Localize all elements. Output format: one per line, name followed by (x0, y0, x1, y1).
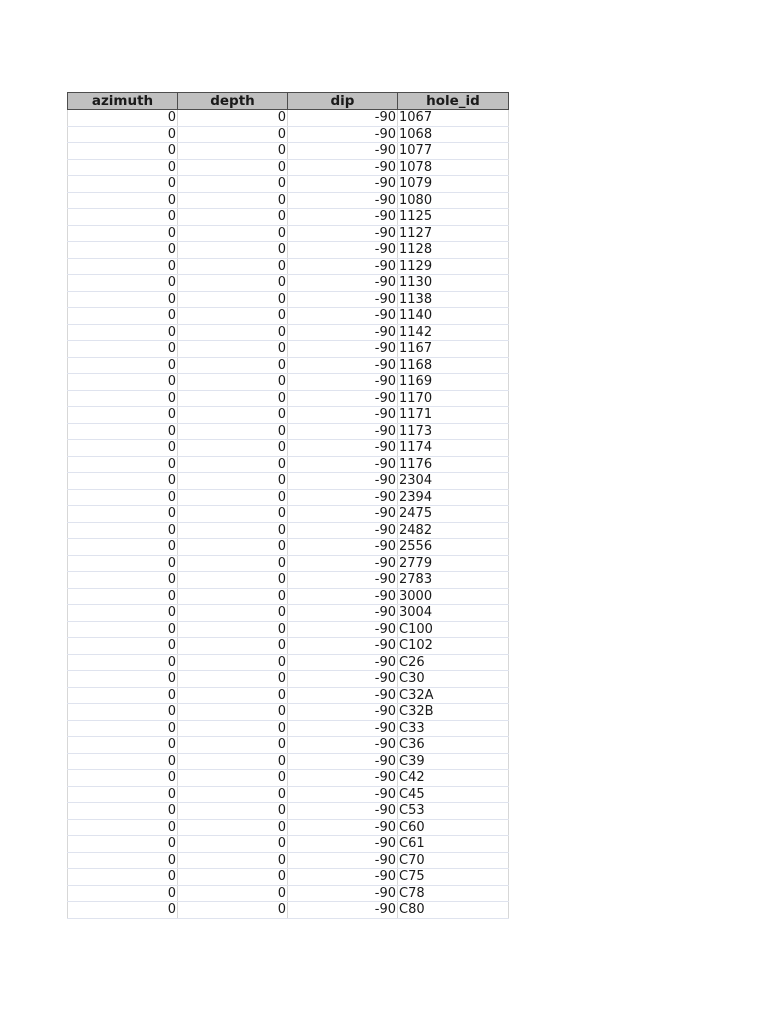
table-row (68, 852, 509, 869)
depth-cell[interactable]: 0 (178, 308, 288, 325)
hole-id-cell[interactable]: 2394 (398, 489, 509, 506)
dip-cell[interactable]: -90 (288, 341, 398, 358)
dip-cell[interactable]: -90 (288, 720, 398, 737)
table-row (68, 555, 509, 572)
dip-cell[interactable]: -90 (288, 770, 398, 787)
dip-cell[interactable]: -90 (288, 506, 398, 523)
depth-cell[interactable]: 0 (178, 176, 288, 193)
depth-cell[interactable]: 0 (178, 324, 288, 341)
azimuth-cell[interactable]: 0 (68, 440, 178, 457)
hole-id-cell[interactable]: 1125 (398, 209, 509, 226)
depth-cell[interactable]: 0 (178, 885, 288, 902)
depth-cell[interactable]: 0 (178, 522, 288, 539)
dip-cell[interactable]: -90 (288, 885, 398, 902)
azimuth-cell[interactable]: 0 (68, 621, 178, 638)
table-row (68, 440, 509, 457)
table-row (68, 803, 509, 820)
hole-id-cell[interactable]: 1130 (398, 275, 509, 292)
azimuth-cell[interactable]: 0 (68, 374, 178, 391)
table-row (68, 588, 509, 605)
table-row (68, 242, 509, 259)
azimuth-cell[interactable]: 0 (68, 357, 178, 374)
table-row (68, 869, 509, 886)
table-row (68, 225, 509, 242)
table-row (68, 786, 509, 803)
azimuth-cell[interactable]: 0 (68, 423, 178, 440)
hole-id-cell[interactable]: C36 (398, 737, 509, 754)
table-row (68, 539, 509, 556)
depth-cell[interactable]: 0 (178, 489, 288, 506)
depth-cell[interactable]: 0 (178, 555, 288, 572)
table-row (68, 819, 509, 836)
table-row (68, 704, 509, 721)
dip-cell[interactable]: -90 (288, 473, 398, 490)
hole-id-cell[interactable]: 1079 (398, 176, 509, 193)
table-row (68, 621, 509, 638)
azimuth-cell[interactable]: 0 (68, 506, 178, 523)
depth-cell[interactable]: 0 (178, 869, 288, 886)
depth-cell[interactable]: 0 (178, 704, 288, 721)
azimuth-cell[interactable]: 0 (68, 275, 178, 292)
table-row (68, 258, 509, 275)
dip-cell[interactable]: -90 (288, 819, 398, 836)
hole-id-cell[interactable]: 2779 (398, 555, 509, 572)
depth-cell[interactable]: 0 (178, 572, 288, 589)
hole-id-cell[interactable]: 1138 (398, 291, 509, 308)
table-row (68, 110, 509, 127)
depth-cell[interactable]: 0 (178, 258, 288, 275)
azimuth-cell[interactable]: 0 (68, 654, 178, 671)
dip-cell[interactable]: -90 (288, 902, 398, 919)
hole-id-cell[interactable]: 1170 (398, 390, 509, 407)
hole-id-cell[interactable]: 1174 (398, 440, 509, 457)
azimuth-cell[interactable]: 0 (68, 885, 178, 902)
table-row (68, 390, 509, 407)
depth-cell[interactable]: 0 (178, 225, 288, 242)
hole-id-cell[interactable]: C61 (398, 836, 509, 853)
depth-cell[interactable]: 0 (178, 588, 288, 605)
depth-cell[interactable]: 0 (178, 357, 288, 374)
hole-id-cell[interactable]: 1068 (398, 126, 509, 143)
dip-cell[interactable]: -90 (288, 737, 398, 754)
azimuth-cell[interactable]: 0 (68, 753, 178, 770)
depth-cell[interactable]: 0 (178, 291, 288, 308)
azimuth-cell[interactable]: 0 (68, 126, 178, 143)
dip-cell[interactable]: -90 (288, 291, 398, 308)
dip-cell[interactable]: -90 (288, 638, 398, 655)
table-row (68, 473, 509, 490)
hole-id-cell[interactable]: C80 (398, 902, 509, 919)
table-row (68, 324, 509, 341)
depth-cell[interactable]: 0 (178, 621, 288, 638)
dip-cell[interactable]: -90 (288, 456, 398, 473)
table-row (68, 341, 509, 358)
column-header-hole-id[interactable]: hole_id (398, 93, 509, 110)
table-row (68, 902, 509, 919)
column-header-azimuth[interactable]: azimuth (68, 93, 178, 110)
depth-cell[interactable]: 0 (178, 753, 288, 770)
azimuth-cell[interactable]: 0 (68, 324, 178, 341)
azimuth-cell[interactable]: 0 (68, 225, 178, 242)
depth-cell[interactable]: 0 (178, 407, 288, 424)
depth-cell[interactable]: 0 (178, 654, 288, 671)
hole-id-cell[interactable]: 1080 (398, 192, 509, 209)
depth-cell[interactable]: 0 (178, 110, 288, 127)
dip-cell[interactable]: -90 (288, 126, 398, 143)
azimuth-cell[interactable]: 0 (68, 407, 178, 424)
depth-cell[interactable]: 0 (178, 126, 288, 143)
table-row (68, 836, 509, 853)
depth-cell[interactable]: 0 (178, 737, 288, 754)
table-row (68, 291, 509, 308)
dip-cell[interactable]: -90 (288, 671, 398, 688)
azimuth-cell[interactable]: 0 (68, 390, 178, 407)
hole-id-cell[interactable]: 1142 (398, 324, 509, 341)
hole-id-cell[interactable]: C30 (398, 671, 509, 688)
hole-id-cell[interactable]: 1171 (398, 407, 509, 424)
table-row (68, 572, 509, 589)
dip-cell[interactable]: -90 (288, 852, 398, 869)
hole-id-cell[interactable]: 2783 (398, 572, 509, 589)
dip-cell[interactable]: -90 (288, 654, 398, 671)
hole-id-cell[interactable]: C32A (398, 687, 509, 704)
hole-id-cell[interactable]: 3000 (398, 588, 509, 605)
depth-cell[interactable]: 0 (178, 506, 288, 523)
table-body (68, 110, 509, 919)
hole-id-cell[interactable]: C70 (398, 852, 509, 869)
depth-cell[interactable]: 0 (178, 605, 288, 622)
dip-cell[interactable]: -90 (288, 374, 398, 391)
hole-id-cell[interactable]: C100 (398, 621, 509, 638)
table-row (68, 275, 509, 292)
hole-id-cell[interactable]: 1169 (398, 374, 509, 391)
depth-cell[interactable]: 0 (178, 209, 288, 226)
dip-cell[interactable]: -90 (288, 621, 398, 638)
depth-cell[interactable]: 0 (178, 192, 288, 209)
azimuth-cell[interactable]: 0 (68, 473, 178, 490)
dip-cell[interactable]: -90 (288, 522, 398, 539)
depth-cell[interactable]: 0 (178, 786, 288, 803)
table-row (68, 753, 509, 770)
dip-cell[interactable]: -90 (288, 407, 398, 424)
table-row (68, 126, 509, 143)
dip-cell[interactable]: -90 (288, 159, 398, 176)
azimuth-cell[interactable]: 0 (68, 902, 178, 919)
hole-id-cell[interactable]: C32B (398, 704, 509, 721)
azimuth-cell[interactable]: 0 (68, 555, 178, 572)
table-row (68, 885, 509, 902)
azimuth-cell[interactable]: 0 (68, 605, 178, 622)
depth-cell[interactable]: 0 (178, 423, 288, 440)
hole-id-cell[interactable]: 1140 (398, 308, 509, 325)
dip-cell[interactable]: -90 (288, 572, 398, 589)
table-row (68, 374, 509, 391)
depth-cell[interactable]: 0 (178, 687, 288, 704)
azimuth-cell[interactable]: 0 (68, 242, 178, 259)
dip-cell[interactable]: -90 (288, 176, 398, 193)
depth-cell[interactable]: 0 (178, 902, 288, 919)
hole-id-cell[interactable]: 1168 (398, 357, 509, 374)
depth-cell[interactable]: 0 (178, 638, 288, 655)
depth-cell[interactable]: 0 (178, 440, 288, 457)
depth-cell[interactable]: 0 (178, 852, 288, 869)
hole-id-cell[interactable]: 1173 (398, 423, 509, 440)
hole-id-cell[interactable]: 1176 (398, 456, 509, 473)
azimuth-cell[interactable]: 0 (68, 786, 178, 803)
hole-id-cell[interactable]: C102 (398, 638, 509, 655)
depth-cell[interactable]: 0 (178, 671, 288, 688)
depth-cell[interactable]: 0 (178, 836, 288, 853)
hole-id-cell[interactable]: 2304 (398, 473, 509, 490)
dip-cell[interactable]: -90 (288, 539, 398, 556)
depth-cell[interactable]: 0 (178, 159, 288, 176)
table-row (68, 522, 509, 539)
hole-id-cell[interactable]: 1128 (398, 242, 509, 259)
dip-cell[interactable]: -90 (288, 357, 398, 374)
hole-id-cell[interactable]: C75 (398, 869, 509, 886)
dip-cell[interactable]: -90 (288, 209, 398, 226)
azimuth-cell[interactable]: 0 (68, 803, 178, 820)
azimuth-cell[interactable]: 0 (68, 456, 178, 473)
table-row (68, 687, 509, 704)
azimuth-cell[interactable]: 0 (68, 159, 178, 176)
table-row (68, 407, 509, 424)
dip-cell[interactable]: -90 (288, 588, 398, 605)
hole-id-cell[interactable]: 1067 (398, 110, 509, 127)
table-row (68, 770, 509, 787)
table-row (68, 308, 509, 325)
azimuth-cell[interactable]: 0 (68, 819, 178, 836)
dip-cell[interactable]: -90 (288, 423, 398, 440)
azimuth-cell[interactable]: 0 (68, 291, 178, 308)
azimuth-cell[interactable]: 0 (68, 869, 178, 886)
depth-cell[interactable]: 0 (178, 819, 288, 836)
azimuth-cell[interactable]: 0 (68, 522, 178, 539)
header-row (68, 93, 509, 110)
azimuth-cell[interactable]: 0 (68, 588, 178, 605)
table-row (68, 720, 509, 737)
table-row (68, 192, 509, 209)
azimuth-cell[interactable]: 0 (68, 638, 178, 655)
hole-id-cell[interactable]: C53 (398, 803, 509, 820)
table-row (68, 159, 509, 176)
depth-cell[interactable]: 0 (178, 275, 288, 292)
azimuth-cell[interactable]: 0 (68, 110, 178, 127)
hole-id-cell[interactable]: 1077 (398, 143, 509, 160)
depth-cell[interactable]: 0 (178, 720, 288, 737)
table-row (68, 506, 509, 523)
dip-cell[interactable]: -90 (288, 258, 398, 275)
table-row (68, 176, 509, 193)
hole-id-cell[interactable]: C33 (398, 720, 509, 737)
table-row (68, 143, 509, 160)
azimuth-cell[interactable]: 0 (68, 836, 178, 853)
depth-cell[interactable]: 0 (178, 803, 288, 820)
hole-id-cell[interactable]: 3004 (398, 605, 509, 622)
azimuth-cell[interactable]: 0 (68, 704, 178, 721)
hole-id-cell[interactable]: C42 (398, 770, 509, 787)
azimuth-cell[interactable]: 0 (68, 258, 178, 275)
azimuth-cell[interactable]: 0 (68, 341, 178, 358)
azimuth-cell[interactable]: 0 (68, 209, 178, 226)
hole-id-cell[interactable]: C78 (398, 885, 509, 902)
depth-cell[interactable]: 0 (178, 341, 288, 358)
table-row (68, 357, 509, 374)
dip-cell[interactable]: -90 (288, 836, 398, 853)
table-row (68, 423, 509, 440)
azimuth-cell[interactable]: 0 (68, 143, 178, 160)
dip-cell[interactable]: -90 (288, 308, 398, 325)
dip-cell[interactable]: -90 (288, 242, 398, 259)
hole-id-cell[interactable]: C39 (398, 753, 509, 770)
azimuth-cell[interactable]: 0 (68, 671, 178, 688)
azimuth-cell[interactable]: 0 (68, 572, 178, 589)
azimuth-cell[interactable]: 0 (68, 192, 178, 209)
table-row (68, 654, 509, 671)
hole-id-cell[interactable]: 1078 (398, 159, 509, 176)
azimuth-cell[interactable]: 0 (68, 720, 178, 737)
azimuth-cell[interactable]: 0 (68, 737, 178, 754)
dip-cell[interactable]: -90 (288, 143, 398, 160)
hole-id-cell[interactable]: 1167 (398, 341, 509, 358)
dip-cell[interactable]: -90 (288, 687, 398, 704)
depth-cell[interactable]: 0 (178, 539, 288, 556)
dip-cell[interactable]: -90 (288, 803, 398, 820)
table-row (68, 489, 509, 506)
table-row (68, 638, 509, 655)
column-header-dip[interactable]: dip (288, 93, 398, 110)
depth-cell[interactable]: 0 (178, 473, 288, 490)
table-row (68, 737, 509, 754)
table-row (68, 456, 509, 473)
dip-cell[interactable]: -90 (288, 324, 398, 341)
dip-cell[interactable]: -90 (288, 192, 398, 209)
table-row (68, 605, 509, 622)
depth-cell[interactable]: 0 (178, 242, 288, 259)
hole-id-cell[interactable]: C60 (398, 819, 509, 836)
dip-cell[interactable]: -90 (288, 110, 398, 127)
depth-cell[interactable]: 0 (178, 390, 288, 407)
azimuth-cell[interactable]: 0 (68, 176, 178, 193)
hole-id-cell[interactable]: 2556 (398, 539, 509, 556)
dip-cell[interactable]: -90 (288, 390, 398, 407)
hole-id-cell[interactable]: 1129 (398, 258, 509, 275)
azimuth-cell[interactable]: 0 (68, 539, 178, 556)
azimuth-cell[interactable]: 0 (68, 852, 178, 869)
dip-cell[interactable]: -90 (288, 275, 398, 292)
table-row (68, 209, 509, 226)
column-header-depth[interactable]: depth (178, 93, 288, 110)
dip-cell[interactable]: -90 (288, 753, 398, 770)
dip-cell[interactable]: -90 (288, 225, 398, 242)
depth-cell[interactable]: 0 (178, 770, 288, 787)
dip-cell[interactable]: -90 (288, 704, 398, 721)
hole-id-cell[interactable]: 1127 (398, 225, 509, 242)
dip-cell[interactable]: -90 (288, 605, 398, 622)
dip-cell[interactable]: -90 (288, 786, 398, 803)
hole-id-cell[interactable]: 2482 (398, 522, 509, 539)
dip-cell[interactable]: -90 (288, 440, 398, 457)
azimuth-cell[interactable]: 0 (68, 687, 178, 704)
data-table (67, 92, 509, 919)
depth-cell[interactable]: 0 (178, 143, 288, 160)
dip-cell[interactable]: -90 (288, 555, 398, 572)
depth-cell[interactable]: 0 (178, 374, 288, 391)
hole-id-cell[interactable]: 2475 (398, 506, 509, 523)
hole-id-cell[interactable]: C26 (398, 654, 509, 671)
depth-cell[interactable]: 0 (178, 456, 288, 473)
hole-id-cell[interactable]: C45 (398, 786, 509, 803)
table-row (68, 671, 509, 688)
azimuth-cell[interactable]: 0 (68, 770, 178, 787)
dip-cell[interactable]: -90 (288, 489, 398, 506)
azimuth-cell[interactable]: 0 (68, 489, 178, 506)
azimuth-cell[interactable]: 0 (68, 308, 178, 325)
dip-cell[interactable]: -90 (288, 869, 398, 886)
